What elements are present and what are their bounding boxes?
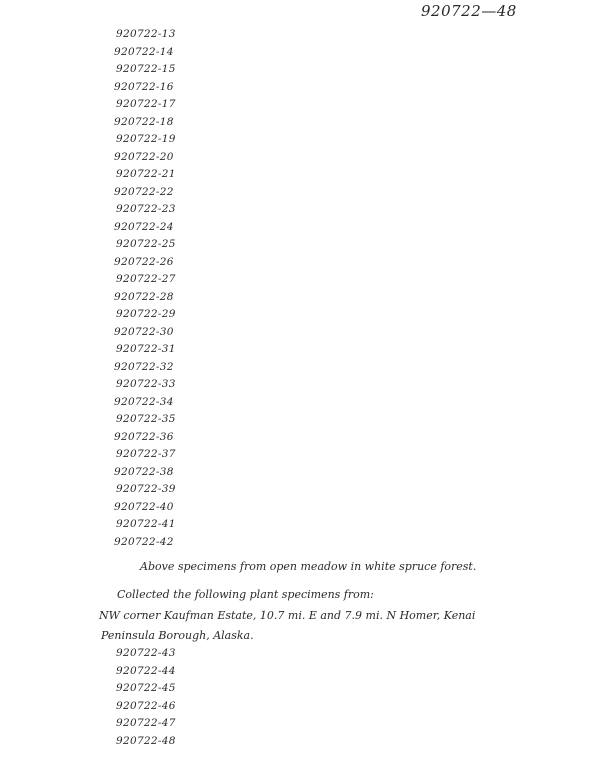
specimen-number: 920722-30 — [114, 325, 174, 338]
specimen-number: 920722-48 — [116, 734, 176, 747]
specimen-number: 920722-46 — [116, 699, 176, 712]
specimen-number: 920722-34 — [114, 395, 174, 408]
specimen-number: 920722-13 — [116, 28, 176, 40]
specimen-number: 920722-15 — [116, 63, 176, 75]
specimen-number: 920722-32 — [114, 360, 174, 373]
specimen-number: 920722-29 — [116, 308, 176, 320]
specimen-number: 920722-33 — [116, 378, 176, 390]
specimen-number: 920722-40 — [114, 500, 174, 513]
page-number: 920722—48 — [421, 2, 517, 20]
specimen-number: 920722-17 — [116, 98, 176, 110]
specimen-number: 920722-45 — [116, 682, 176, 694]
specimen-number: 920722-19 — [116, 133, 176, 145]
specimen-number: 920722-35 — [116, 413, 176, 425]
specimen-number: 920722-47 — [116, 717, 176, 729]
specimen-number: 920722-26 — [114, 255, 174, 268]
collection-intro: Collected the following plant specimens from: — [117, 588, 374, 601]
specimen-number: 920722-42 — [114, 535, 174, 548]
specimen-number: 920722-23 — [116, 203, 176, 215]
specimen-number: 920722-43 — [116, 647, 176, 659]
specimen-number: 920722-22 — [114, 185, 174, 198]
specimen-number: 920722-37 — [116, 448, 176, 460]
specimen-number: 920722-27 — [116, 273, 176, 285]
specimen-number: 920722-39 — [116, 483, 176, 495]
specimen-number: 920722-38 — [114, 465, 174, 478]
specimen-number: 920722-36 — [114, 430, 174, 443]
specimen-number: 920722-18 — [114, 115, 174, 128]
collection-location-line-2: Peninsula Borough, Alaska. — [101, 629, 254, 642]
specimen-number: 920722-31 — [116, 343, 176, 355]
collection-location-line-1: NW corner Kaufman Estate, 10.7 mi. E and 7.9 mi. N Homer, Kenai — [99, 609, 476, 622]
specimen-list — [114, 26, 176, 551]
specimen-number: 920722-14 — [114, 45, 174, 58]
habitat-note: Above specimens from open meadow in white spruce forest. — [140, 560, 477, 573]
specimen-number: 920722-20 — [114, 150, 174, 163]
specimen-number: 920722-25 — [116, 238, 176, 250]
specimen-number: 920722-24 — [114, 220, 174, 233]
specimen-list-2 — [116, 645, 176, 750]
specimen-number: 920722-28 — [114, 290, 174, 303]
specimen-number: 920722-41 — [116, 518, 176, 530]
specimen-number: 920722-16 — [114, 80, 174, 93]
specimen-number: 920722-44 — [116, 664, 176, 677]
specimen-number: 920722-21 — [116, 168, 176, 180]
